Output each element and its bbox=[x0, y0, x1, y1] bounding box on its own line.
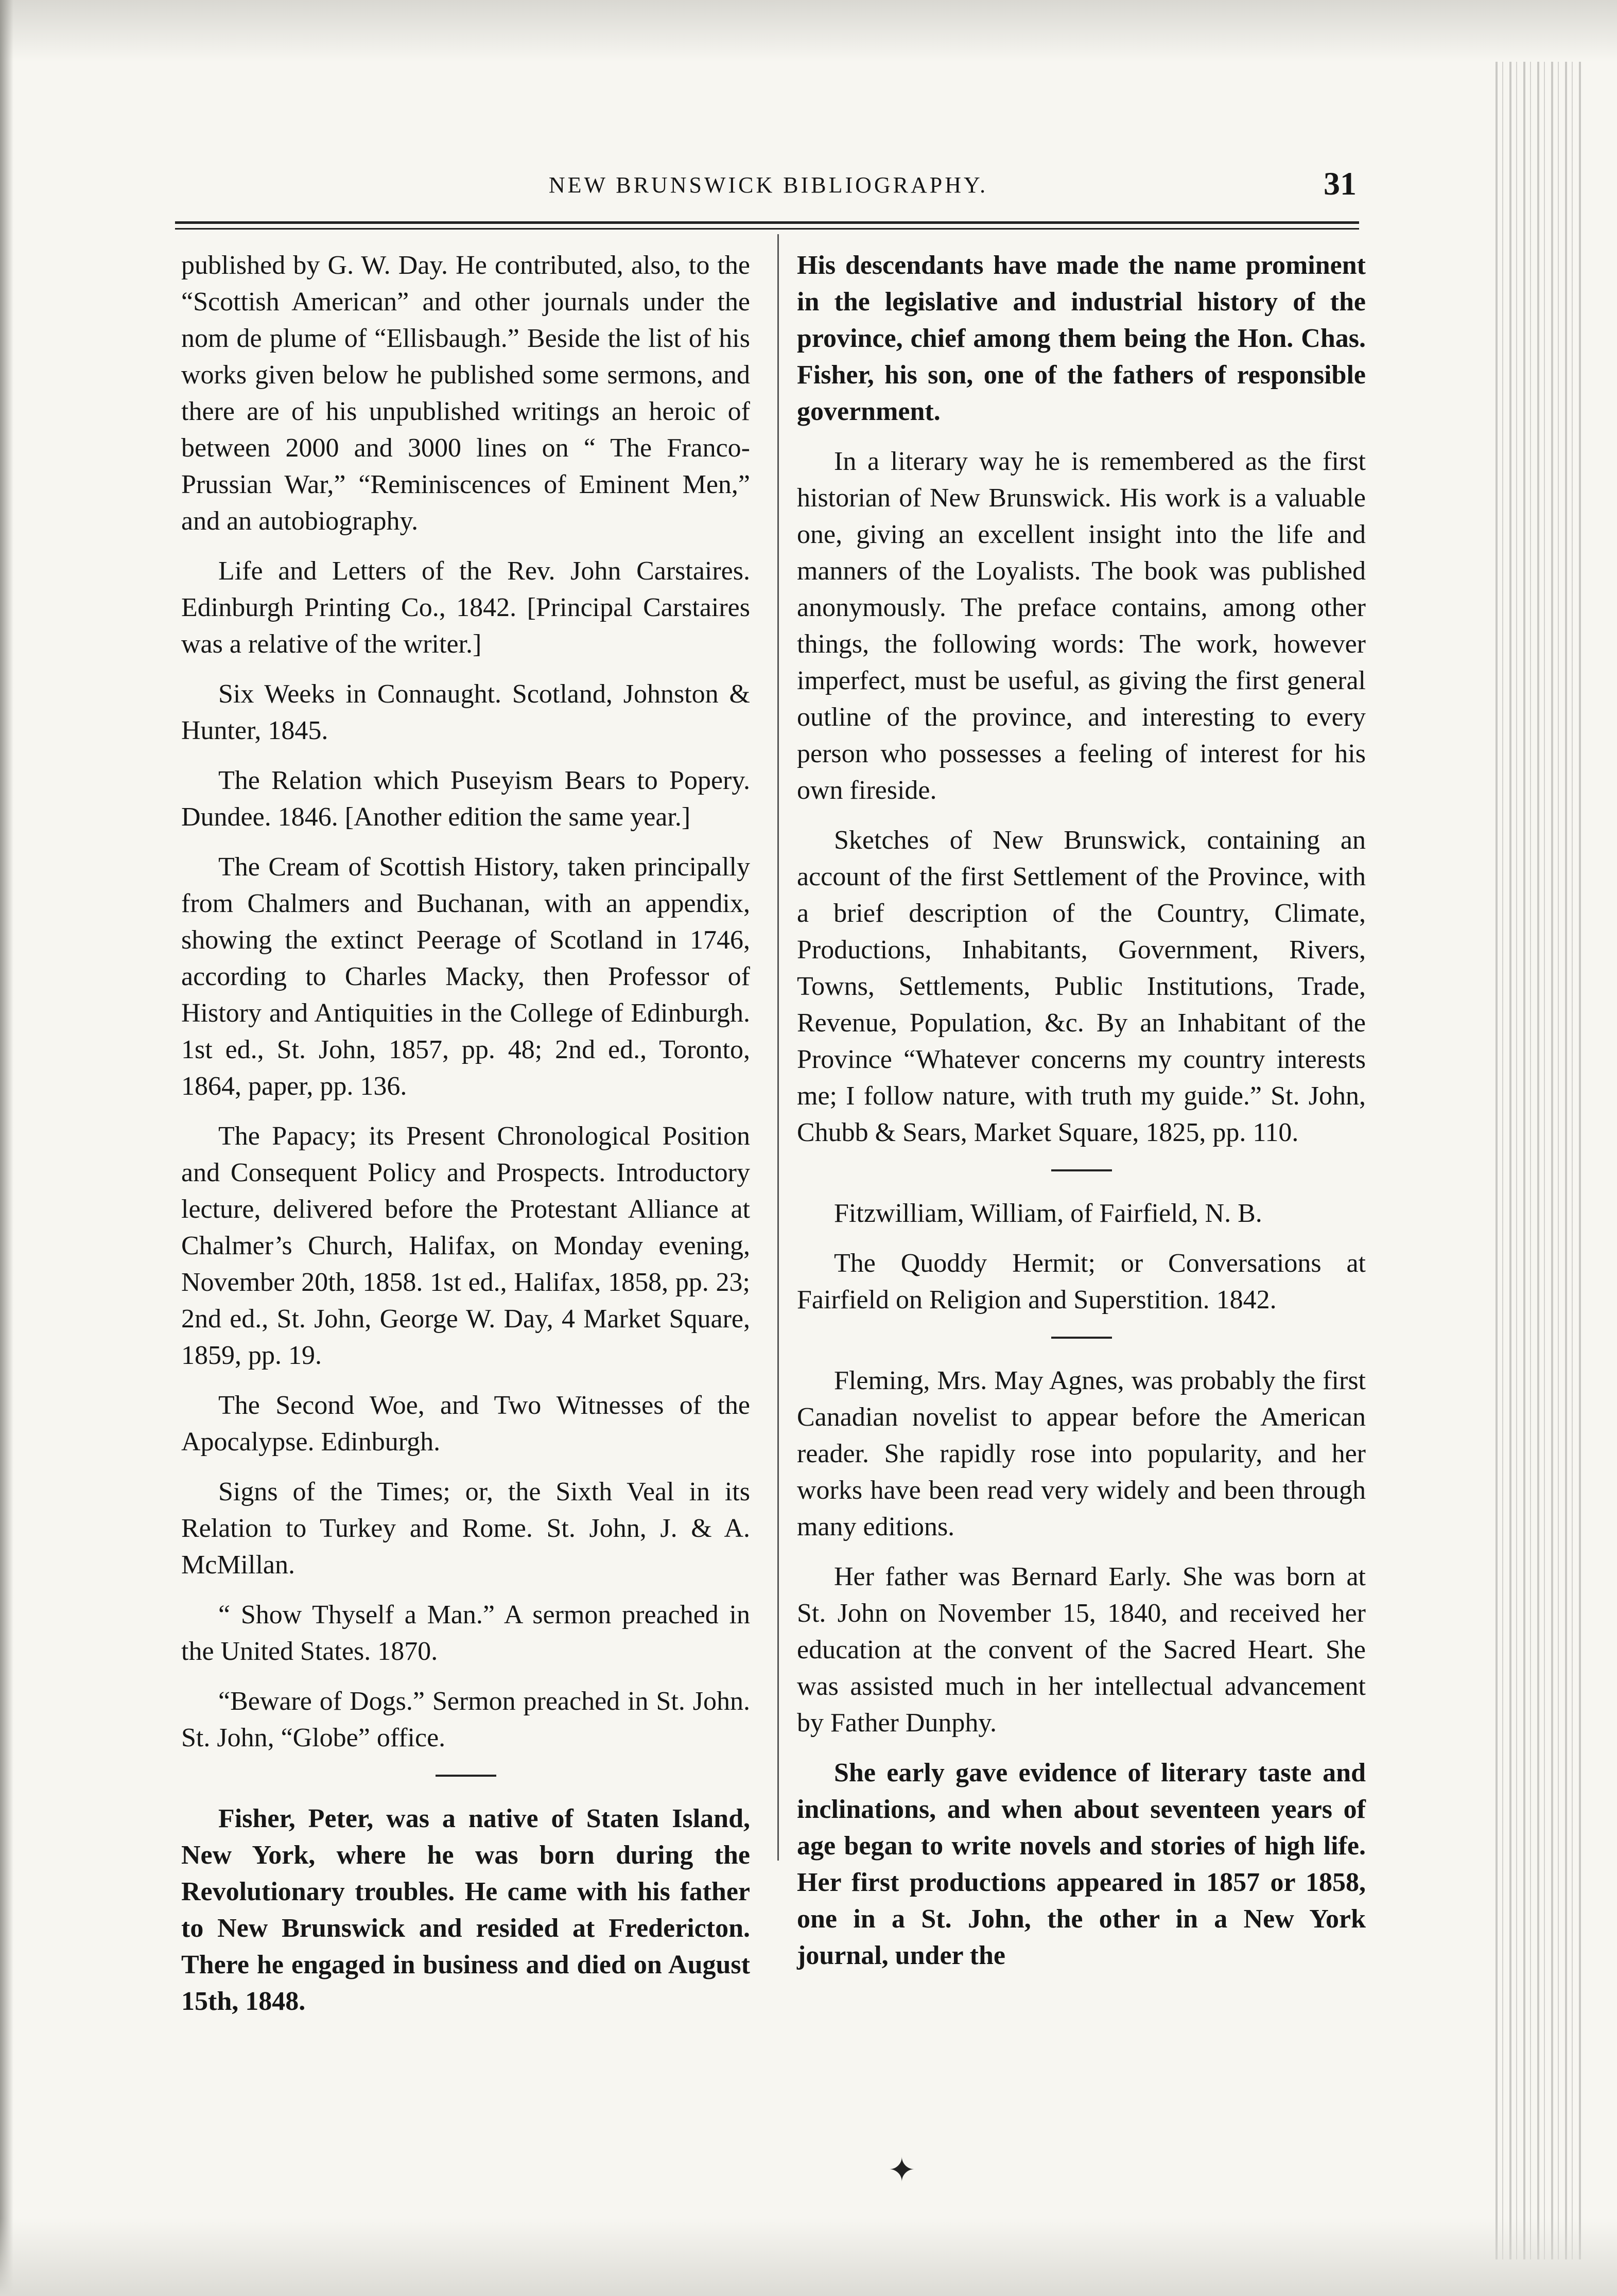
bibliography-entry-signs-of-times: Signs of the Times; or, the Sixth Veal in its Relation to Turkey and Rome. St. John, J. & A. McMillan. bbox=[181, 1477, 750, 1580]
bibliography-entry-show-thyself: “ Show Thyself a Man.” A sermon preached in the United States. 1870. bbox=[181, 1600, 750, 1666]
scan-shadow-left bbox=[0, 0, 13, 2296]
page-number: 31 bbox=[1324, 165, 1357, 202]
left-paragraph-1: published by G. W. Day. He contributed, also, to the “Scottish American” and other journals under the nom de plume of “Ellisbaugh.” Beside the list of his works given below he published some sermons, and there are of his unpublished writings an heroic of between 2000 and 3000 lines on “ The Franco-Prussian War,” “Reminiscences of Eminent Men,” and an autobiography. bbox=[181, 251, 750, 536]
right-paragraph-father: Her father was Bernard Early. She was born at St. John on November 15, 1840, and received her education at the convent of the Sacred Heart. She was assisted much in her intellectual advancement by Father Dunphy. bbox=[797, 1562, 1366, 1738]
section-separator bbox=[436, 1775, 496, 1777]
bibliography-entry-cream-of-history: The Cream of Scottish History, taken principally from Chalmers and Buchanan, with an appendix, showing the extinct Peerage of Scotland in 1746, according to Charles Macky, then Professor of History and Antiquities in the College of Edinburgh. 1st ed., St. John, 1857, pp. 48; 2nd ed., Toronto, 1864, paper, pp. 136. bbox=[181, 852, 750, 1101]
running-title: NEW BRUNSWICK BIBLIOGRAPHY. bbox=[548, 172, 988, 198]
bibliography-entry-six-weeks: Six Weeks in Connaught. Scotland, Johnston & Hunter, 1845. bbox=[181, 679, 750, 745]
bibliography-entry-sketches: Sketches of New Brunswick, containing an account of the first Settlement of the Province, with a brief description of the Country, Climate, Productions, Inhabitants, Government, Rivers, Towns, Settlements, Public Institutions, Trade, Revenue, Population, &c. By an Inhabitant of the Province “Whatever concerns my country interests me; I follow nature, with truth my guide.” St. John, Chubb & Sears, Market Square, 1825, pp. 110. bbox=[797, 826, 1366, 1147]
right-column bbox=[797, 247, 1366, 1987]
bibliography-entry-quoddy-hermit: The Quoddy Hermit; or Conversations at Fairfield on Religion and Superstition. 1842. bbox=[797, 1249, 1366, 1314]
right-paragraph-2: In a literary way he is remembered as the first historian of New Brunswick. His work is a valuable one, giving an excellent insight into the life and manners of the Loyalists. The book was published anonymously. The preface contains, among other things, the following words: The work, however imperfect, must be useful, as giving the first general outline of the province, and interesting to every person who possesses a feeling of interest for his own fireside. bbox=[797, 447, 1366, 805]
column-divider bbox=[777, 234, 779, 1861]
author-entry-fisher: Fisher, Peter, was a native of Staten Island, New York, where he was born during the Revolutionary troubles. He came with his father to New Brunswick and resided at Fredericton. There he engaged in business and died on August 15th, 1848. bbox=[181, 1804, 750, 2016]
header-rule-thin bbox=[175, 228, 1359, 230]
bibliography-entry-life-and-letters: Life and Letters of the Rev. John Carstaires. Edinburgh Printing Co., 1842. [Principal Carstaires was a relative of the writer.] bbox=[181, 556, 750, 659]
right-paragraph-early-evidence: She early gave evidence of literary taste and inclinations, and when about seventeen years of age began to write novels and stories of high life. Her first productions appeared in 1857 or 1858, one in a St. John, the other in a New York journal, under the bbox=[797, 1758, 1366, 1970]
bibliography-entry-second-woe: The Second Woe, and Two Witnesses of the Apocalypse. Edinburgh. bbox=[181, 1391, 750, 1457]
author-entry-fitzwilliam: Fitzwilliam, William, of Fairfield, N. B. bbox=[834, 1199, 1262, 1228]
running-header bbox=[180, 165, 1357, 221]
bibliography-entry-papacy: The Papacy; its Present Chronological Position and Consequent Policy and Prospects. Introductory lecture, delivered before the Protestant Alliance at Chalmer’s Church, Halifax, on Monday evening, November 20th, 1858. 1st ed., Halifax, 1858, pp. 23; 2nd ed., St. John, George W. Day, 4 Market Square, 1859, pp. 19. bbox=[181, 1121, 750, 1370]
bibliography-entry-beware-of-dogs: “Beware of Dogs.” Sermon preached in St. John. St. John, “Globe” office. bbox=[181, 1687, 750, 1752]
left-column bbox=[181, 247, 750, 2033]
section-separator bbox=[1051, 1169, 1112, 1171]
section-separator bbox=[1051, 1337, 1112, 1339]
scan-shadow-right bbox=[1496, 62, 1583, 2259]
scan-shadow-bottom bbox=[0, 2218, 1617, 2296]
scan-shadow-top bbox=[0, 0, 1617, 62]
ink-mark: ✦ bbox=[888, 2152, 916, 2188]
bibliography-entry-puseyism: The Relation which Puseyism Bears to Popery. Dundee. 1846. [Another edition the same year.] bbox=[181, 766, 750, 832]
header-rule-thick bbox=[175, 221, 1359, 224]
right-paragraph-1: His descendants have made the name prominent in the legislative and industrial history of the province, chief among them being the Hon. Chas. Fisher, his son, one of the fathers of responsible government. bbox=[797, 251, 1366, 426]
author-entry-fleming: Fleming, Mrs. May Agnes, was probably the first Canadian novelist to appear before the American reader. She rapidly rose into popularity, and her works have been read very widely and been through many editions. bbox=[797, 1366, 1366, 1541]
